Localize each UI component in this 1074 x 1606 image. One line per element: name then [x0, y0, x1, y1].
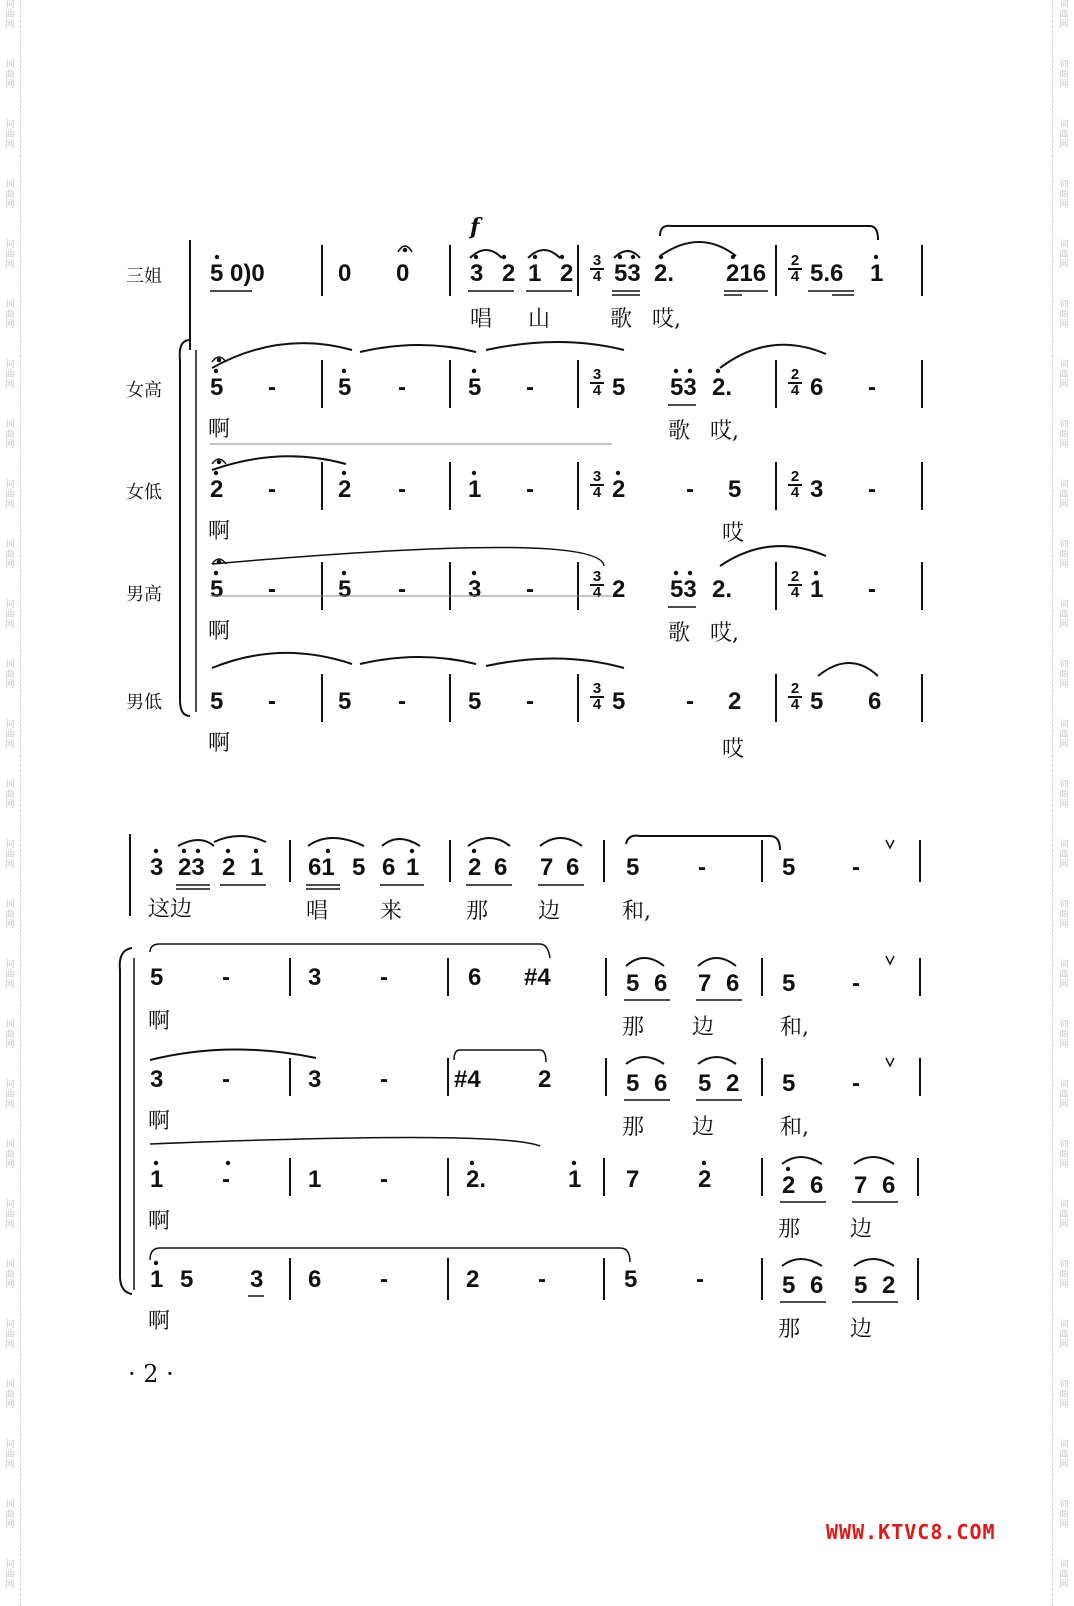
- time-signature: 2 4: [788, 470, 802, 500]
- note: 2: [538, 1066, 552, 1093]
- note: 2: [210, 476, 224, 503]
- lyric: 边: [850, 1317, 873, 1342]
- note: -: [222, 964, 230, 991]
- lyric: 那: [622, 1115, 645, 1140]
- time-signature: 3 4: [590, 470, 604, 500]
- watermark-text: 词曲网: [1059, 540, 1069, 570]
- note: 2: [698, 1166, 712, 1193]
- lyric: 来: [380, 899, 403, 924]
- note: -: [268, 576, 276, 603]
- note: 53: [614, 260, 641, 287]
- lyric: 山: [528, 307, 551, 332]
- time-signature: 3 4: [590, 254, 604, 284]
- note: 61: [308, 854, 335, 881]
- watermark-text: 词曲网: [1059, 300, 1069, 330]
- lyric: 那: [466, 899, 489, 924]
- lyric: 啊: [208, 417, 231, 442]
- note: 5: [626, 1070, 640, 1097]
- watermark-text: 词曲网: [1059, 360, 1069, 390]
- note: 53: [670, 374, 697, 401]
- watermark-text: 词曲网: [5, 1140, 15, 1170]
- lyric: 啊: [208, 731, 231, 756]
- note: 6: [382, 854, 396, 881]
- watermark-text: 词曲网: [5, 240, 15, 270]
- note: -: [526, 374, 534, 401]
- note: 2: [338, 476, 352, 503]
- note: 5: [728, 476, 742, 503]
- note: 1: [468, 476, 482, 503]
- lyric: 唱: [306, 899, 329, 924]
- note: -: [686, 476, 694, 503]
- watermark-text: 词曲网: [1059, 180, 1069, 210]
- note: 6: [654, 1070, 668, 1097]
- note: 6: [654, 970, 668, 997]
- note: 5: [150, 964, 164, 991]
- note: 7: [626, 1166, 640, 1193]
- watermark-text: 词曲网: [1059, 1140, 1069, 1170]
- note: 3: [468, 576, 482, 603]
- note: -: [380, 1266, 388, 1293]
- note: 1: [308, 1166, 322, 1193]
- watermark-text: 词曲网: [1059, 1260, 1069, 1290]
- lyric: 啊: [208, 519, 231, 544]
- note: 2: [882, 1272, 896, 1299]
- part-label-sanjie: 三姐: [126, 266, 162, 287]
- watermark-text: 词曲网: [5, 1320, 15, 1350]
- time-signature: 2 4: [788, 368, 802, 398]
- watermark-text: 词曲网: [5, 300, 15, 330]
- watermark-text: 词曲网: [1059, 420, 1069, 450]
- watermark-text: 词曲网: [5, 780, 15, 810]
- watermark-text: 词曲网: [1059, 60, 1069, 90]
- note: -: [538, 1266, 546, 1293]
- note: 5: [210, 576, 224, 603]
- note: 5: [782, 1070, 796, 1097]
- lyric: 和,: [780, 1115, 809, 1140]
- note: #4: [524, 964, 551, 991]
- watermark-text: 词曲网: [5, 900, 15, 930]
- lyric: 哎,: [652, 307, 681, 332]
- watermark-text: 词曲网: [1059, 900, 1069, 930]
- note: -: [868, 374, 876, 401]
- note: 5: [626, 970, 640, 997]
- note: 1: [250, 854, 264, 881]
- note: -: [398, 576, 406, 603]
- watermark-text: 词曲网: [5, 1440, 15, 1470]
- note: 1: [150, 1266, 164, 1293]
- note: -: [698, 854, 706, 881]
- note: 1: [870, 260, 884, 287]
- watermark-text: 词曲网: [1059, 720, 1069, 750]
- watermark-text: 词曲网: [1059, 1200, 1069, 1230]
- watermark-text: 词曲网: [5, 960, 15, 990]
- note: 2: [728, 688, 742, 715]
- watermark-text: 词曲网: [1059, 840, 1069, 870]
- lyric: 歌: [668, 419, 691, 444]
- note: -: [268, 688, 276, 715]
- note: 6: [468, 964, 482, 991]
- time-signature: 2 4: [788, 682, 802, 712]
- note: 5: [854, 1272, 868, 1299]
- watermark-text: 词曲网: [5, 540, 15, 570]
- note: -: [852, 970, 860, 997]
- note: -: [398, 476, 406, 503]
- part-label-nangao: 男高: [126, 584, 162, 605]
- lyric: 哎: [722, 737, 745, 762]
- time-signature: 3 4: [590, 368, 604, 398]
- note: 3: [308, 1066, 322, 1093]
- note: 2.: [712, 374, 733, 401]
- note: 5: [352, 854, 366, 881]
- note: 5: [698, 1070, 712, 1097]
- note: 2.: [654, 260, 675, 287]
- note: -: [868, 576, 876, 603]
- watermark-text: 词曲网: [5, 0, 15, 30]
- note: -: [852, 854, 860, 881]
- watermark-text: 词曲网: [1059, 1320, 1069, 1350]
- note: 1: [810, 576, 824, 603]
- note: 2.: [712, 576, 733, 603]
- note: 5: [338, 576, 352, 603]
- note: 5: [468, 374, 482, 401]
- note: 5: [612, 374, 626, 401]
- part-label-nudi: 女低: [126, 482, 162, 503]
- note: -: [526, 576, 534, 603]
- note: 6: [882, 1172, 896, 1199]
- lyric: 这边: [148, 897, 193, 922]
- watermark-text: 词曲网: [5, 360, 15, 390]
- note: -: [398, 688, 406, 715]
- note: 216: [726, 260, 767, 287]
- note: 6: [868, 688, 882, 715]
- note: -: [686, 688, 694, 715]
- watermark-text: 词曲网: [5, 60, 15, 90]
- time-signature: 3 4: [590, 570, 604, 600]
- note: 5: [180, 1266, 194, 1293]
- site-logo: WWW.KTVC8.COM: [826, 1520, 996, 1544]
- watermark-text: 词曲网: [5, 660, 15, 690]
- note: 5: [210, 688, 224, 715]
- lyric: 歌: [610, 307, 633, 332]
- note: 0: [396, 260, 410, 287]
- note: 2: [468, 854, 482, 881]
- note: -: [268, 374, 276, 401]
- watermark-text: 词曲网: [1059, 1020, 1069, 1050]
- note: 3: [250, 1266, 264, 1293]
- note: 5.6: [810, 260, 844, 287]
- watermark-text: 词曲网: [5, 1200, 15, 1230]
- lyric: 啊: [148, 1309, 171, 1334]
- note: -: [696, 1266, 704, 1293]
- watermark-text: 词曲网: [1059, 0, 1069, 30]
- watermark-text: 词曲网: [1059, 1380, 1069, 1410]
- note: 1: [568, 1166, 582, 1193]
- note: 3 2: [470, 260, 522, 287]
- watermark-text: 词曲网: [1059, 1560, 1069, 1590]
- dynamic-mark: f: [470, 214, 480, 240]
- note: 5 0)0: [210, 260, 265, 287]
- watermark-text: 词曲网: [5, 1500, 15, 1530]
- lyric: 哎,: [710, 419, 739, 444]
- note: 6: [494, 854, 508, 881]
- note: -: [380, 964, 388, 991]
- watermark-text: 词曲网: [5, 720, 15, 750]
- watermark-text: 词曲网: [5, 180, 15, 210]
- note: 7: [540, 854, 554, 881]
- note: 5: [624, 1266, 638, 1293]
- lyric: 哎,: [710, 621, 739, 646]
- lyric: 啊: [148, 1209, 171, 1234]
- note: 5: [626, 854, 640, 881]
- note: 7: [698, 970, 712, 997]
- part-label-nandi: 男低: [126, 692, 162, 713]
- note: 5: [338, 688, 352, 715]
- time-signature: 3 4: [590, 682, 604, 712]
- lyric: 边: [850, 1217, 873, 1242]
- note: 6: [810, 1272, 824, 1299]
- note: 6: [308, 1266, 322, 1293]
- part-label-nugao: 女高: [126, 380, 162, 401]
- note: 1: [150, 1166, 164, 1193]
- lyric: 唱: [470, 307, 493, 332]
- watermark-text: 词曲网: [5, 840, 15, 870]
- watermark-text: 词曲网: [1059, 480, 1069, 510]
- watermark-text: 词曲网: [1059, 780, 1069, 810]
- watermark-text: 词曲网: [5, 1080, 15, 1110]
- lyric: 和,: [622, 899, 651, 924]
- note: -: [222, 1066, 230, 1093]
- watermark-text: 词曲网: [5, 480, 15, 510]
- note: 5: [210, 374, 224, 401]
- note: -: [222, 1166, 230, 1193]
- lyric: 那: [778, 1317, 801, 1342]
- note: 2: [782, 1172, 796, 1199]
- note: 2: [222, 854, 236, 881]
- watermark-text: 词曲网: [1059, 120, 1069, 150]
- note: 5: [612, 688, 626, 715]
- lyric: 边: [538, 899, 561, 924]
- lyric: 那: [622, 1015, 645, 1040]
- note: 5: [468, 688, 482, 715]
- note: 5: [338, 374, 352, 401]
- note: 6: [726, 970, 740, 997]
- lyric: 边: [692, 1115, 715, 1140]
- page-number: · 2 ·: [128, 1360, 174, 1388]
- note: -: [868, 476, 876, 503]
- watermark-text: 词曲网: [1059, 1080, 1069, 1110]
- note: 2: [726, 1070, 740, 1097]
- note: 1 2: [528, 260, 580, 287]
- lyric: 歌: [668, 621, 691, 646]
- watermark-text: 词曲网: [5, 1020, 15, 1050]
- note: -: [380, 1066, 388, 1093]
- watermark-text: 词曲网: [5, 1380, 15, 1410]
- watermark-text: 词曲网: [1059, 660, 1069, 690]
- lyric: 那: [778, 1217, 801, 1242]
- note: 3: [810, 476, 824, 503]
- note: -: [380, 1166, 388, 1193]
- lyric: 啊: [208, 619, 231, 644]
- note: 3: [150, 1066, 164, 1093]
- watermark-text: 词曲网: [1059, 600, 1069, 630]
- watermark-text: 词曲网: [5, 600, 15, 630]
- watermark-text: 词曲网: [1059, 240, 1069, 270]
- note: 53: [670, 576, 697, 603]
- note: 6: [810, 1172, 824, 1199]
- watermark-text: 词曲网: [5, 420, 15, 450]
- watermark-text: 词曲网: [1059, 1500, 1069, 1530]
- lyric: 边: [692, 1015, 715, 1040]
- note: 3: [150, 854, 164, 881]
- note: #4: [454, 1066, 481, 1093]
- lyric: 哎: [722, 521, 745, 546]
- note: 2: [612, 576, 626, 603]
- note: -: [398, 374, 406, 401]
- note: 2: [466, 1266, 480, 1293]
- watermark-text: 词曲网: [5, 1560, 15, 1590]
- note: 0: [338, 260, 352, 287]
- note: 6: [810, 374, 824, 401]
- lyric: 和,: [780, 1015, 809, 1040]
- lyric: 啊: [148, 1009, 171, 1034]
- note: -: [852, 1070, 860, 1097]
- note: 1: [406, 854, 420, 881]
- time-signature: 2 4: [788, 570, 802, 600]
- watermark-text: 词曲网: [1059, 1440, 1069, 1470]
- note: 5: [782, 854, 796, 881]
- note: 5: [810, 688, 824, 715]
- note: 5: [782, 1272, 796, 1299]
- note: 7: [854, 1172, 868, 1199]
- note: 23: [178, 854, 205, 881]
- note: -: [526, 476, 534, 503]
- note: -: [268, 476, 276, 503]
- time-signature: 2 4: [788, 254, 802, 284]
- note: 2.: [466, 1166, 487, 1193]
- note: 3: [308, 964, 322, 991]
- watermark-text: 词曲网: [5, 1260, 15, 1290]
- watermark-text: 词曲网: [1059, 960, 1069, 990]
- note: -: [526, 688, 534, 715]
- note: 2: [612, 476, 626, 503]
- watermark-text: 词曲网: [5, 120, 15, 150]
- note: 5: [782, 970, 796, 997]
- lyric: 啊: [148, 1109, 171, 1134]
- note: 6: [566, 854, 580, 881]
